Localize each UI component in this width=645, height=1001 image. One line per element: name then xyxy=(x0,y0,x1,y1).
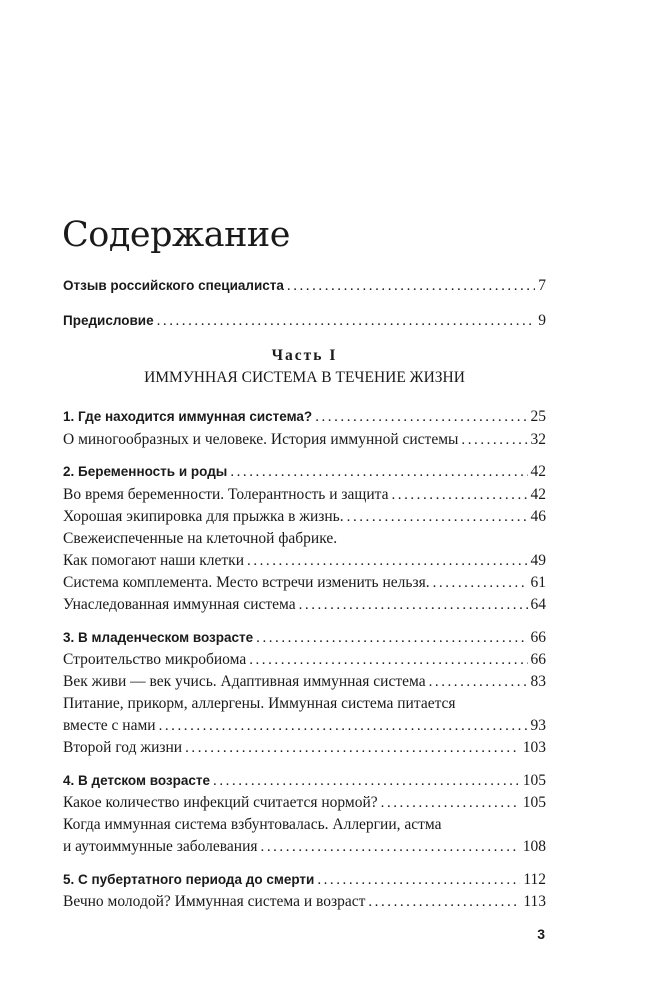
dot-leader xyxy=(347,507,528,527)
toc-entry xyxy=(63,892,546,912)
entry-page: 61 xyxy=(530,574,546,591)
entry-page: 64 xyxy=(530,596,546,613)
part-name: ИММУННАЯ СИСТЕМА В ТЕЧЕНИЕ ЖИЗНИ xyxy=(144,369,465,386)
toc-entry xyxy=(63,595,546,615)
dot-leader xyxy=(391,485,527,505)
entry-title: Система комплемента. Место встречи изменить нельзя. xyxy=(63,574,430,591)
toc-entry xyxy=(63,462,546,482)
entry-page: 66 xyxy=(530,629,546,646)
entry-title: Унаследованная иммунная система xyxy=(63,596,296,613)
toc-entry xyxy=(63,837,546,857)
entry-title-line: Свежеиспеченные на клеточной фабрике. xyxy=(63,530,338,547)
toc-entry xyxy=(63,738,546,758)
toc-entry xyxy=(63,311,546,331)
entry-title-line: Питание, прикорм, аллергены. Иммунная система питается xyxy=(63,695,456,712)
dot-leader xyxy=(213,771,520,791)
dot-leader xyxy=(249,650,527,670)
entry-page: 32 xyxy=(530,431,546,448)
entry-page: 108 xyxy=(522,838,546,855)
part-number: Часть I xyxy=(271,347,338,364)
entry-page: 25 xyxy=(530,408,546,425)
entry-title: Предисловие xyxy=(63,313,154,328)
toc-entry xyxy=(63,628,546,648)
dot-leader xyxy=(157,311,536,331)
entry-title: Второй год жизни xyxy=(63,739,183,756)
entry-title: 4. В детском возрасте xyxy=(63,773,211,788)
dot-leader xyxy=(256,628,527,648)
page-title: Содержание xyxy=(62,215,290,256)
entry-title: Век живи — век учись. Адаптивная иммунная система xyxy=(63,673,426,690)
dot-leader xyxy=(315,407,527,427)
dot-leader xyxy=(381,793,520,813)
dot-leader xyxy=(230,462,527,482)
entry-page: 105 xyxy=(522,772,546,789)
dot-leader xyxy=(317,870,520,890)
entry-page: 112 xyxy=(523,871,546,888)
entry-title: 3. В младенческом возрасте xyxy=(63,630,254,645)
entry-page: 66 xyxy=(530,651,546,668)
entry-title: О миногообразных и человеке. История иммунной системы xyxy=(63,431,459,448)
entry-title: 1. Где находится иммунная система? xyxy=(63,409,313,424)
page-number: 3 xyxy=(537,926,545,942)
toc-entry xyxy=(63,650,546,670)
part-heading xyxy=(63,345,546,389)
entry-page: 46 xyxy=(530,508,546,525)
entry-page: 93 xyxy=(530,717,546,734)
entry-page: 83 xyxy=(530,673,546,690)
entry-page: 7 xyxy=(538,277,546,294)
entry-title: 5. С пубертатного периода до смерти xyxy=(63,872,315,887)
toc-entry xyxy=(63,485,546,505)
entry-title: Строительство микробиома xyxy=(63,651,247,668)
dot-leader xyxy=(433,573,528,593)
entry-title: Какое количество инфекций считается нормой? xyxy=(63,794,378,811)
entry-page: 113 xyxy=(523,893,546,910)
entry-title-line: Когда иммунная система взбунтовалась. Аллергии, астма xyxy=(63,816,442,833)
dot-leader xyxy=(287,276,535,296)
dot-leader xyxy=(461,430,527,450)
dot-leader xyxy=(261,837,520,857)
entry-title: Отзыв российского специалиста xyxy=(63,278,284,293)
entry-title: и аутоиммунные заболевания xyxy=(63,838,258,855)
dot-leader xyxy=(299,595,528,615)
entry-page: 49 xyxy=(530,552,546,569)
entry-title: Хорошая экипировка для прыжка в жизнь. xyxy=(63,508,344,525)
entry-title: Как помогают наши клетки xyxy=(63,552,245,569)
entry-page: 9 xyxy=(538,312,546,329)
entry-title: вместе с нами xyxy=(63,717,156,734)
dot-leader xyxy=(159,716,528,736)
toc-entry xyxy=(63,276,546,296)
toc-entry xyxy=(63,793,546,813)
toc-entry xyxy=(63,672,546,692)
entry-page: 42 xyxy=(530,486,546,503)
entry-page: 42 xyxy=(530,463,546,480)
toc-entry xyxy=(63,407,546,427)
entry-title: Во время беременности. Толерантность и защита xyxy=(63,486,389,503)
dot-leader xyxy=(185,738,520,758)
toc-entry xyxy=(63,430,546,450)
toc-entry xyxy=(63,507,546,527)
dot-leader xyxy=(429,672,528,692)
toc-entry xyxy=(63,551,546,571)
entry-page: 103 xyxy=(522,739,546,756)
toc-entry xyxy=(63,771,546,791)
toc-entry xyxy=(63,573,546,593)
dot-leader xyxy=(247,551,527,571)
entry-title: 2. Беременность и роды xyxy=(63,464,228,479)
dot-leader xyxy=(368,892,520,912)
toc-entry xyxy=(63,870,546,890)
entry-page: 105 xyxy=(522,794,546,811)
entry-title: Вечно молодой? Иммунная система и возраст xyxy=(63,893,366,910)
toc-entry xyxy=(63,716,546,736)
